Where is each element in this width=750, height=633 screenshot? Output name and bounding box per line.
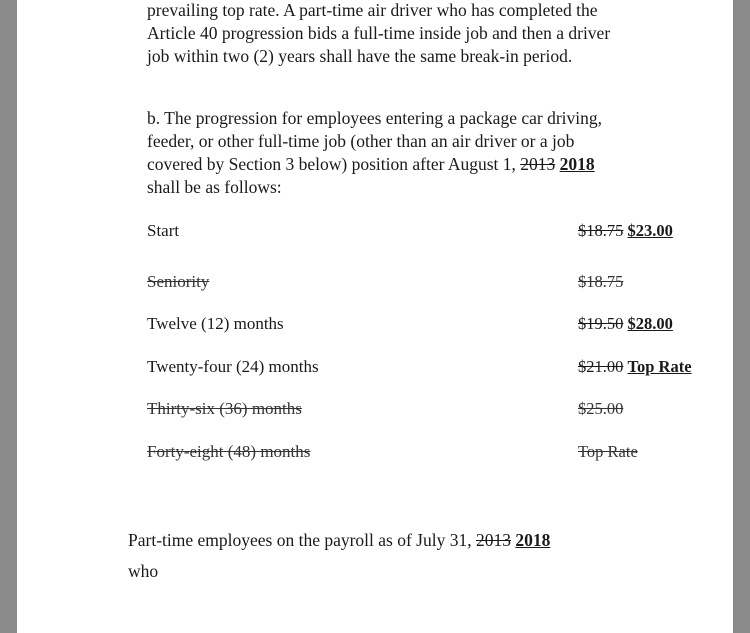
rate-value — [578, 312, 673, 336]
deleted-rate: $19.50 — [578, 314, 624, 333]
deleted-rate: $18.75 — [578, 272, 624, 291]
deleted-rate: $25.00 — [578, 399, 624, 418]
inserted-rate: $23.00 — [627, 221, 673, 240]
deleted-rate: $21.00 — [578, 357, 624, 376]
paragraph-air-driver — [147, 0, 617, 68]
rate-value — [578, 397, 623, 421]
deleted-year: 2013 — [475, 530, 511, 550]
rate-row-48-months — [147, 440, 717, 464]
rate-row-36-months — [147, 397, 717, 421]
document-page — [17, 0, 733, 633]
paragraph-text: Part-time employees on the payroll as of July 31, — [128, 530, 476, 550]
rate-value — [578, 219, 673, 243]
paragraph-suffix: shall be as follows: — [147, 177, 282, 197]
paragraph-continuation: who — [128, 561, 159, 581]
rate-value — [578, 355, 692, 379]
rate-value — [578, 440, 638, 464]
rate-row-24-months — [147, 355, 717, 379]
inserted-year: 2018 — [559, 154, 595, 174]
rate-row-start — [147, 219, 717, 243]
rate-label: Thirty-six (36) months — [147, 399, 302, 418]
inserted-year: 2018 — [515, 530, 551, 550]
deleted-rate: Top Rate — [578, 442, 638, 461]
rate-row-12-months — [147, 312, 717, 336]
paragraph-progression — [147, 107, 617, 199]
deleted-rate: $18.75 — [578, 221, 624, 240]
rate-row-seniority — [147, 270, 717, 294]
rate-value — [578, 270, 623, 294]
paragraph-text: prevailing top rate. A part-time air driver who has completed the Article 40 progression bids a full-time inside job and then a driver job within two (2) years shall have the same break-in period. — [147, 0, 611, 66]
paragraph-part-time — [128, 525, 688, 587]
rate-label: Start — [147, 221, 180, 240]
rate-label: Forty-eight (48) months — [147, 442, 311, 461]
rate-label: Seniority — [147, 272, 210, 291]
inserted-rate: $28.00 — [627, 314, 673, 333]
deleted-year: 2013 — [520, 154, 556, 174]
rate-label: Twelve (12) months — [147, 314, 284, 333]
rate-label: Twenty-four (24) months — [147, 357, 319, 376]
paragraph-text: The progression for employees entering a package car driving, feeder, or other full-time job (other than an air driver or a job covered by Section 3 below) position after August 1, — [147, 108, 602, 174]
inserted-rate: Top Rate — [627, 357, 692, 376]
section-marker: b. — [147, 108, 161, 128]
